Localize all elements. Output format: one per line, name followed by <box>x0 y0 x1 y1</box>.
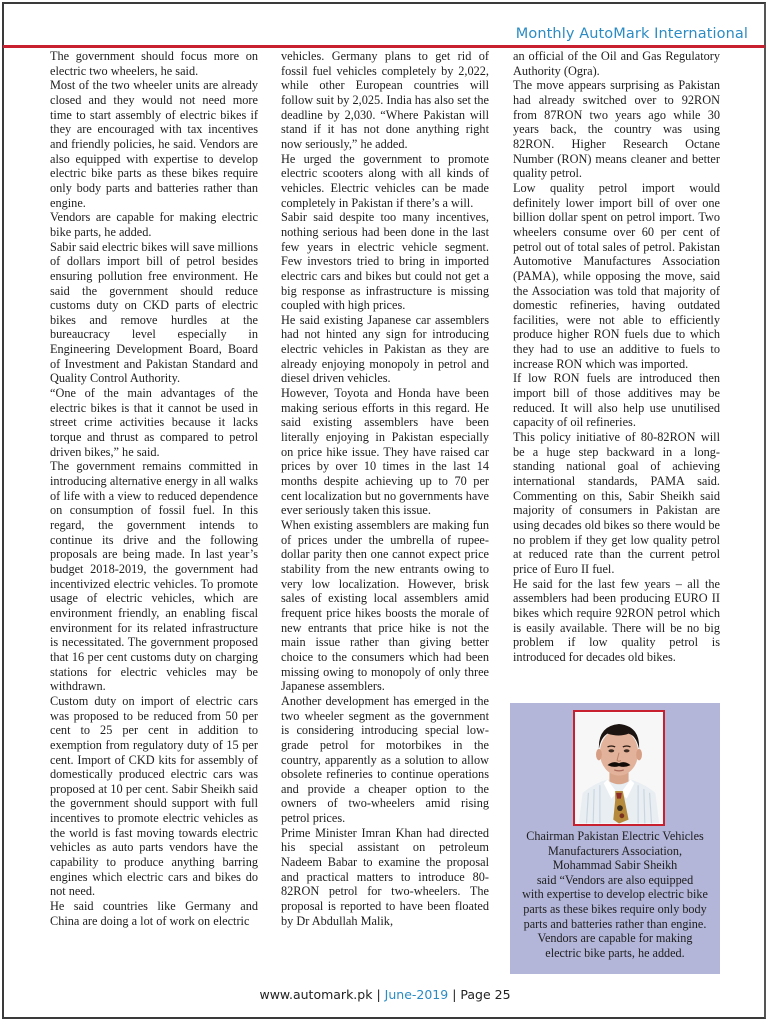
paragraph: vehicles. Germany plans to get rid of fossil fuel vehicles completely by 2,022, while other European countries will follow suit by 2,025. India has also set the deadline by 2,030. “Where Pakistan will stand if it has not done anything right now seriously,” he added. <box>281 49 489 151</box>
caption-line: with expertise to develop electric bike <box>522 887 708 902</box>
header-rule <box>3 45 765 48</box>
publication-title: Monthly AutoMark International <box>515 26 748 42</box>
paragraph: The government remains committed in introducing alternative energy in all walks of life with a view to reduced dependence on consumption of fossil fuel. In this regard, the government intends to continue its drive and the following proposals are being made. In last year’s budget 2018-2019, the government had incentivized electric vehicles. To promote usage of electric vehicles, which are environment friendly, an enabling fiscal environment for its related infrastructure is necessitated. The government proposed that 16 per cent customs duty on charging stations for electric vehicles may be withdrawn. <box>50 459 258 694</box>
paragraph: He said existing Japanese car assemblers had not hinted any sign for introducing electric vehicles in Pakistan as they are already enjoying monopoly in petrol and diesel driven vehicles. <box>281 312 489 386</box>
caption-line: electric bike parts, he added. <box>545 945 685 960</box>
article-column-1 <box>50 49 258 928</box>
caption-line: parts as these bikes require only body <box>523 901 707 916</box>
caption-line: Mohammad Sabir Sheikh <box>552 858 678 873</box>
paragraph: Prime Minister Imran Khan had directed his special assistant on petroleum Nadeem Babar to examine the proposal and practical matters to introduce 80-82RON petrol for two-wheelers. The proposal is reported to have been floated by Dr Abdullah Malik, <box>281 825 489 928</box>
caption-line: Vendors are capable for making <box>537 931 693 946</box>
paragraph: The government should focus more on electric two wheelers, he said. <box>50 49 258 78</box>
paragraph: “One of the main advantages of the electric bikes is that it cannot be used in street crime activities because it lacks torque and thrust as compared to petrol driven bikes,” he said. <box>50 386 258 459</box>
footer-separator: | <box>376 987 381 1002</box>
caption-line: said “Vendors are also equipped <box>536 872 694 887</box>
article-column-3 <box>513 49 720 665</box>
paragraph: The move appears surprising as Pakistan had already switched over to 92RON from 87RON two years ago while 30 years back, the country was using 82RON. Higher Research Octane Number (RON) means cleaner and better quality petrol. <box>513 78 720 181</box>
caption-line: parts and batteries rather than engine. <box>523 916 707 931</box>
article-column-2 <box>281 49 489 928</box>
paragraph: Sabir said electric bikes will save millions of dollars import bill of petrol besides ensuring pollution free environment. He said the government should reduce customs duty on CKD parts of electric bikes and remove hurdles at the bureaucracy level especially in Engineering Development Board, Board of Investment and Pakistan Standard and Quality Control Authority. <box>50 239 258 386</box>
paragraph: Most of the two wheeler units are already closed and they would not need more time to start assembly of electric bikes if they are encouraged with tax incentives and friendly policies, he said. Vendors are also equipped with expertise to develop electric bike parts as these bikes require only body parts and batteries rather than engine. <box>50 78 258 210</box>
paragraph: When existing assemblers are making fun of prices under the umbrella of rupee-dollar parity then one cannot expect price stability from the new entrants owing to very low localization. However, brisk sales of existing local assemblers amid frequent price hikes boosts the morale of new entrants that price hike is not the main issue rather than giving better choice to the consumers which had been missing owing to monopoly of only three Japanese assemblers. <box>281 518 489 694</box>
paragraph: Low quality petrol import would definitely lower import bill of over one billion dollar spent on petrol import. Two wheelers consume over 60 per cent of petrol out of total sales of petrol. Pakistan Automotive Manufactures Association (PAMA), while opposing the move, said the Association was told that majority of domestic refineries, having outdated facilities, were not able to efficiently produce higher RON fuels due to which they had to use an additive to fuels to increase RON which was imported. <box>513 180 720 371</box>
quote-sidebar <box>510 703 720 974</box>
issue-date: June-2019 <box>384 987 449 1002</box>
paragraph: If low RON fuels are introduced then import bill of those additives may be reduced. It will also help use unutilised capacity of oil refineries. <box>513 371 720 430</box>
paragraph: He urged the government to promote electric scooters along with all kinds of vehicles. Electric vehicles can be made completely in Pakistan if there’s a will. <box>281 151 489 210</box>
quote-caption <box>512 829 718 960</box>
footer-separator: | <box>452 987 457 1002</box>
caption-line: Chairman Pakistan Electric Vehicles <box>526 829 704 843</box>
person-portrait-icon <box>575 712 663 824</box>
paragraph: Another development has emerged in the two wheeler segment as the government is considering introducing special low-grade petrol for motorbikes in the country, apparently as a solution to allow obsolete refineries to continue operations and provide a cheaper option to the owners of two-wheelers amid rising petrol prices. <box>281 693 489 826</box>
paragraph: This policy initiative of 80-82RON will be a huge step backward in a long-standing national goal of achieving international standards, PAMA said. Commenting on this, Sabir Sheikh said majority of consumers in Pakistan are using decades old bikes so there would be no problem if they get low quality petrol at reduced rate than the current petrol price of Euro II fuel. <box>513 430 720 576</box>
paragraph: Sabir said despite too many incentives, nothing serious had been done in the last few years in electric vehicle segment. Few investors tried to bring in imported electric cars and bikes but could not get a big response as infrastructure is missing coupled with high prices. <box>281 210 489 313</box>
paragraph: Custom duty on import of electric cars was proposed to be reduced from 50 per cent to 25 per cent in addition to exemption from regulatory duty of 15 per cent. Import of CKD kits for assembly of domestically produced electric cars was proposed at 10 per cent. Sabir Sheikh said the government should support with full incentives to promote electric vehicles as the world is fast moving towards electric vehicles as auto parts vendors have the capability to produce anything barring engines which electric cars and bikes do not need. <box>50 693 258 899</box>
paragraph: Vendors are capable for making electric bike parts, he added. <box>50 210 258 239</box>
website-link[interactable]: www.automark.pk <box>259 987 373 1002</box>
page-footer <box>0 987 770 1002</box>
paragraph: He said countries like Germany and China are doing a lot of work on electric <box>50 899 258 928</box>
paragraph: He said for the last few years – all the assemblers had been producing EURO II bikes which require 92RON petrol which is easily available. There will be no big problem if low quality petrol is introduced for decades old bikes. <box>513 576 720 664</box>
paragraph: an official of the Oil and Gas Regulatory Authority (Ogra). <box>513 49 720 78</box>
caption-line: Manufacturers Association, <box>547 843 683 858</box>
page-number: Page 25 <box>460 987 511 1002</box>
paragraph: However, Toyota and Honda have been making serious efforts in this regard. He said existing assemblers have been literally enjoying in Pakistan especially on price hike issue. They have raised car prices by over 10 times in the last 14 months despite achieving up to 70 per cent localization but no governments have ever seriously taken this issue. <box>281 386 489 518</box>
portrait-photo <box>573 710 665 826</box>
